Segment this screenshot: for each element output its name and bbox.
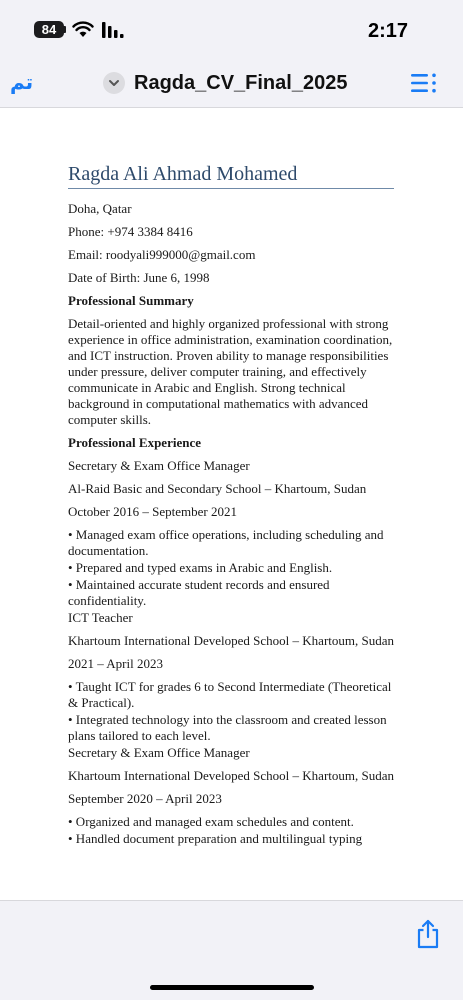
summary-heading: Professional Summary bbox=[68, 293, 194, 308]
cv-date-of-birth: Date of Birth: June 6, 1998 bbox=[68, 270, 210, 285]
cv-page bbox=[68, 162, 394, 848]
document-title-menu[interactable] bbox=[103, 69, 347, 97]
job-bullet: • Organized and managed exam schedules and content. bbox=[68, 814, 354, 829]
wifi-icon bbox=[72, 20, 94, 38]
home-indicator[interactable] bbox=[150, 985, 314, 990]
job-entry bbox=[68, 610, 394, 744]
job-bullet: • Taught ICT for grades 6 to Second Intermediate (Theoretical & Practical). bbox=[68, 679, 392, 710]
job-bullet: • Handled document preparation and multilingual typing bbox=[68, 831, 363, 846]
job-entry bbox=[68, 745, 394, 847]
list-icon[interactable] bbox=[411, 72, 437, 94]
clock-time: 2:17 bbox=[367, 20, 408, 42]
cv-location: Doha, Qatar bbox=[68, 201, 132, 216]
job-entry bbox=[68, 458, 394, 609]
job-bullet: • Managed exam office operations, including scheduling and documentation. bbox=[68, 527, 384, 558]
job-title: ICT Teacher bbox=[68, 610, 133, 625]
job-dates: September 2020 – April 2023 bbox=[68, 791, 222, 806]
job-title: Secretary & Exam Office Manager bbox=[68, 458, 250, 473]
job-bullet: • Integrated technology into the classroom and created lesson plans tailored to each level. bbox=[68, 712, 387, 743]
job-organization: Al-Raid Basic and Secondary School – Khartoum, Sudan bbox=[68, 481, 367, 496]
bottom-toolbar bbox=[0, 900, 463, 1000]
job-organization: Khartoum International Developed School – Khartoum, Sudan bbox=[68, 768, 395, 783]
experience-heading: Professional Experience bbox=[68, 435, 201, 450]
document-title: Ragda_CV_Final_2025 bbox=[134, 72, 348, 94]
job-dates: 2021 – April 2023 bbox=[68, 656, 163, 671]
job-organization: Khartoum International Developed School – Khartoum, Sudan bbox=[68, 633, 395, 648]
battery-cap bbox=[64, 26, 66, 33]
summary-text: Detail-oriented and highly organized professional with strong experience in office administration, examination coordination, and ICT instruction. Proven ability to manage responsibilities under pressure, deliver computer training, and effectively communicate in Arabic and English. Strong technical background in computational mathematics with advanced computer skills. bbox=[68, 316, 393, 427]
chevron-down-icon[interactable] bbox=[103, 72, 125, 94]
cv-phone: Phone: +974 3384 8416 bbox=[68, 224, 193, 239]
job-bullet: • Maintained accurate student records and ensured confidentiality. bbox=[68, 577, 330, 608]
job-bullet: • Prepared and typed exams in Arabic and English. bbox=[68, 560, 333, 575]
cv-email: Email: roodyali999000@gmail.com bbox=[68, 247, 256, 262]
document-viewer[interactable] bbox=[0, 108, 463, 900]
cv-name: Ragda Ali Ahmad Mohamed bbox=[68, 162, 394, 189]
signal-icon bbox=[101, 21, 127, 39]
done-button[interactable]: تم bbox=[10, 70, 34, 94]
job-dates: October 2016 – September 2021 bbox=[68, 504, 237, 519]
share-icon[interactable] bbox=[415, 919, 441, 949]
status-bar bbox=[0, 0, 463, 60]
navigation-bar bbox=[0, 60, 463, 108]
battery-indicator: 84 bbox=[34, 21, 64, 38]
job-title: Secretary & Exam Office Manager bbox=[68, 745, 250, 760]
